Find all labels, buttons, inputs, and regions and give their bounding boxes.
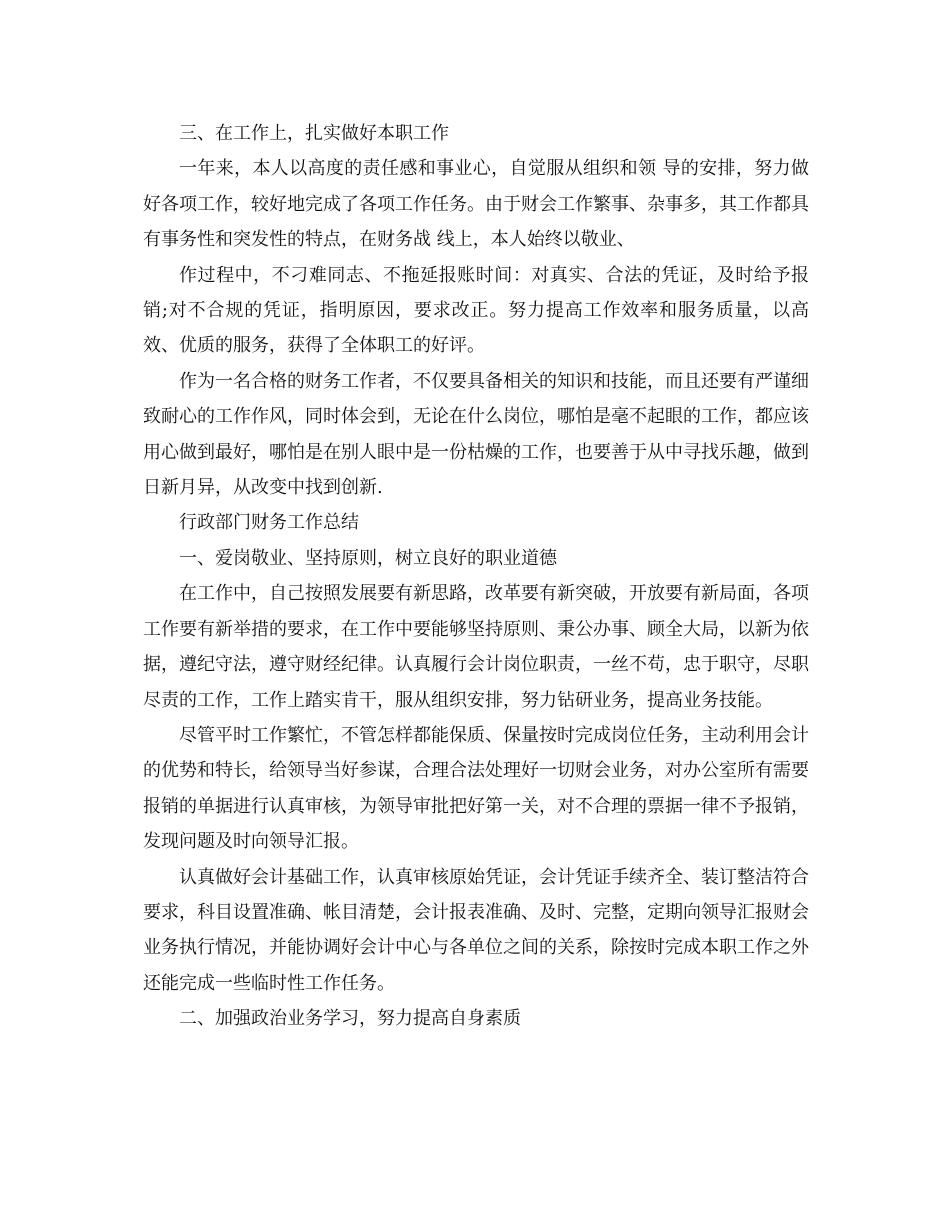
document-body [143, 116, 809, 1037]
section-heading-1: 一、爱岗敬业、坚持原则，树立良好的职业道德 [179, 547, 557, 569]
section-heading-3: 三、在工作上，扎实做好本职工作 [179, 123, 449, 144]
paragraph-5: 尽管平时工作繁忙，不管怎样都能保质、保量按时完成岗位任务，主动利用会计的优势和特长，给领导当好参谋，合理合法处理好一切财会业务，对办公室所有需要报销的单据进行认真审核，为领导审批把好第一关，对不合理的票据一律不予报销，发现问题及时向领导汇报。 [143, 724, 809, 853]
document-title: 行政部门财务工作总结 [179, 512, 359, 534]
section-heading-2: 二、加强政治业务学习，努力提高自身素质 [179, 1008, 521, 1030]
paragraph-6: 认真做好会计基础工作，认真审核原始凭证，会计凭证手续齐全、装订整洁符合要求，科目设置准确、帐目清楚，会计报表准确、及时、完整，定期向领导汇报财会业务执行情况，并能协调好会计中心与各单位之间的关系，除按时完成本职工作之外还能完成一些临时性工作任务。 [143, 866, 809, 994]
paragraph-3: 作为一名合格的财务工作者，不仅要具备相关的知识和技能，而且还要有严谨细致耐心的工作作风，同时体会到，无论在什么岗位，哪怕是毫不起眼的工作，都应该用心做到最好，哪怕是在别人眼中是一份枯燥的工作，也要善于从中寻找乐趣，做到日新月异，从改变中找到创新. [143, 370, 809, 499]
paragraph-2: 作过程中，不刁难同志、不拖延报账时间：对真实、合法的凭证，及时给予报销;对不合规的凭证，指明原因，要求改正。努力提高工作效率和服务质量，以高效、优质的服务，获得了全体职工的好评。 [143, 264, 809, 357]
paragraph-1: 一年来，本人以高度的责任感和事业心，自觉服从组织和领 导的安排，努力做好各项工作，较好地完成了各项工作任务。由于财会工作繁事、杂事多，其工作都具有事务性和突发性的特点，在财务战 线上，本人始终以敬业、 [143, 158, 809, 251]
paragraph-4: 在工作中，自己按照发展要有新思路，改革要有新突破，开放要有新局面，各项工作要有新举措的要求，在工作中要能够坚持原则、秉公办事、顾全大局，以新为依据，遵纪守法，遵守财经纪律。认真履行会计岗位职责，一丝不苟，忠于职守，尽职尽责的工作，工作上踏实肯干，服从组织安排，努力钻研业务，提高业务技能。 [143, 583, 809, 711]
